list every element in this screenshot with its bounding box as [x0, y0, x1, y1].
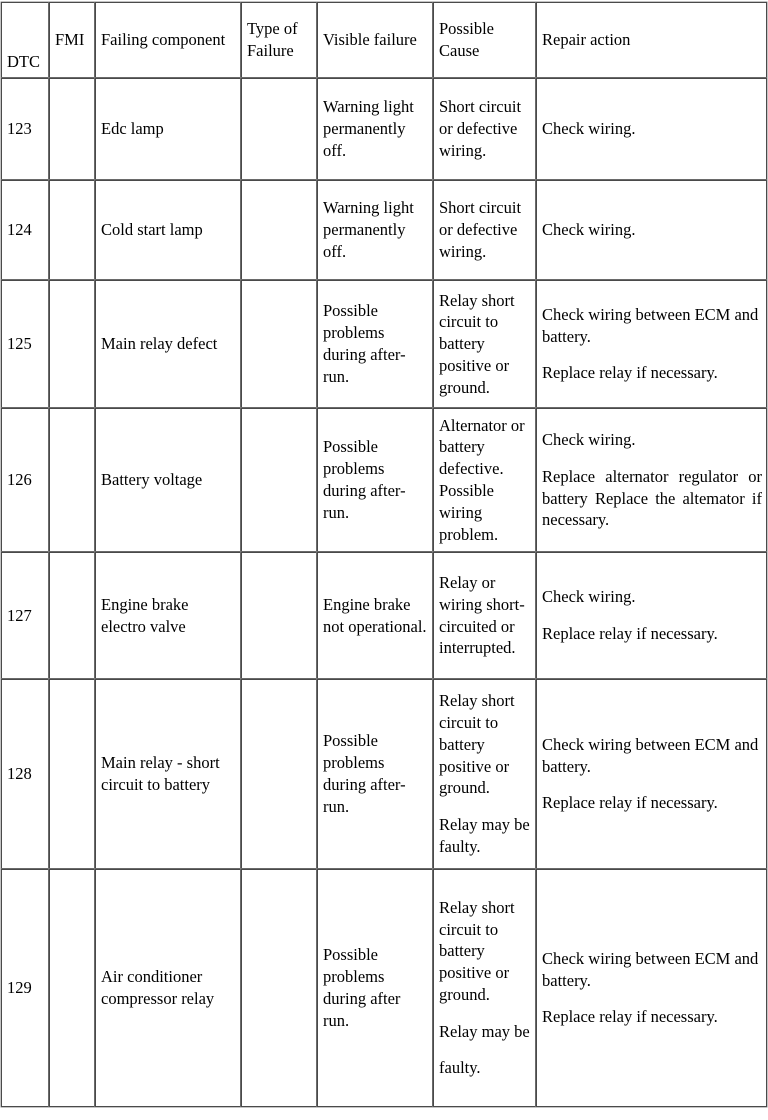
column-header-repair-action: Repair action — [536, 2, 767, 78]
column-header-component: Failing component — [95, 2, 241, 78]
cell-dtc: 128 — [1, 679, 49, 869]
cell-visible-failure: Warning light permanently off. — [317, 180, 433, 280]
cell-type-of-failure — [241, 280, 317, 408]
cell-visible-failure: Possible problems during after run. — [317, 869, 433, 1107]
table-row — [1, 552, 767, 679]
cell-repair-action — [536, 552, 767, 679]
cell-type-of-failure — [241, 180, 317, 280]
repair-action-line: Check wiring. — [542, 587, 636, 607]
cell-fmi — [49, 78, 95, 180]
cell-type-of-failure — [241, 78, 317, 180]
table-body — [1, 78, 767, 1107]
header-row — [1, 2, 767, 78]
cell-dtc: 129 — [1, 869, 49, 1107]
cell-possible-cause: Relay short circuit to battery positive or ground. — [433, 280, 536, 408]
repair-action-line: Replace relay if necessary. — [542, 624, 718, 643]
cell-dtc: 124 — [1, 180, 49, 280]
cell-possible-cause: Relay or wiring short-circuited or interrupted. — [433, 552, 536, 679]
table-row — [1, 78, 767, 180]
repair-action-line: Check wiring. — [542, 220, 636, 240]
column-header-type-of-failure: Type of Failure — [241, 2, 317, 78]
cell-repair-action — [536, 869, 767, 1107]
cell-type-of-failure — [241, 869, 317, 1107]
column-header-possible-cause: Possible Cause — [433, 2, 536, 78]
cell-repair-action — [536, 679, 767, 869]
table-row — [1, 679, 767, 869]
cell-failing-component: Edc lamp — [95, 78, 241, 180]
possible-cause-line: Relay short circuit to battery positive or ground. — [439, 691, 515, 798]
cell-dtc: 127 — [1, 552, 49, 679]
cell-possible-cause: Short circuit or defective wiring. — [433, 78, 536, 180]
cell-fmi — [49, 280, 95, 408]
cell-repair-action — [536, 408, 767, 552]
cell-failing-component: Main relay - short circuit to battery — [95, 679, 241, 869]
cell-fmi — [49, 552, 95, 679]
cell-visible-failure: Possible problems during after-run. — [317, 679, 433, 869]
cell-visible-failure: Engine brake not operational. — [317, 552, 433, 679]
repair-action-line: Replace relay if necessary. — [542, 1007, 718, 1027]
cell-failing-component: Main relay defect — [95, 280, 241, 408]
repair-action-line: Check wiring between ECM and battery. — [542, 948, 759, 990]
cell-fmi — [49, 180, 95, 280]
possible-cause-line: Relay short circuit to battery positive or ground. — [439, 897, 515, 1004]
cell-visible-failure: Warning light permanently off. — [317, 78, 433, 180]
cell-failing-component: Air conditioner compressor relay — [95, 869, 241, 1107]
cell-type-of-failure — [241, 679, 317, 869]
table-row — [1, 180, 767, 280]
column-header-dtc: DTC — [1, 2, 49, 78]
cell-failing-component: Battery voltage — [95, 408, 241, 552]
possible-cause-line: Relay may be faulty. — [439, 815, 530, 856]
repair-action-line: Replace relay if necessary. — [542, 363, 718, 383]
cell-repair-action — [536, 180, 767, 280]
cell-possible-cause: Alternator or battery defective. Possible wiring problem. — [433, 408, 536, 552]
table-row — [1, 280, 767, 408]
repair-action-line: Check wiring between ECM and battery. — [542, 304, 759, 346]
cell-possible-cause — [433, 869, 536, 1107]
cell-possible-cause: Short circuit or defective wiring. — [433, 180, 536, 280]
cell-fmi — [49, 869, 95, 1107]
cell-dtc: 123 — [1, 78, 49, 180]
repair-action-line: Check wiring. — [542, 429, 636, 449]
repair-action-line: Check wiring between ECM and battery. — [542, 734, 759, 776]
dtc-table — [1, 2, 767, 1107]
repair-action-line: Check wiring. — [542, 119, 636, 139]
repair-action-line: Replace alternator regulator or battery Replace the altemator if necessary. — [542, 466, 762, 530]
cell-type-of-failure — [241, 408, 317, 552]
table-row — [1, 869, 767, 1107]
cell-type-of-failure — [241, 552, 317, 679]
possible-cause-line: faulty. — [439, 1058, 481, 1078]
page-root — [0, 2, 768, 1120]
cell-fmi — [49, 679, 95, 869]
cell-dtc: 126 — [1, 408, 49, 552]
possible-cause-line: Relay may be — [439, 1021, 530, 1041]
cell-possible-cause — [433, 679, 536, 869]
cell-visible-failure: Possible problems during after-run. — [317, 408, 433, 552]
cell-fmi — [49, 408, 95, 552]
cell-repair-action — [536, 78, 767, 180]
cell-repair-action — [536, 280, 767, 408]
column-header-visible-failure: Visible failure — [317, 2, 433, 78]
cell-visible-failure: Possible problems during after-run. — [317, 280, 433, 408]
repair-action-line: Replace relay if necessary. — [542, 793, 718, 813]
cell-failing-component: Cold start lamp — [95, 180, 241, 280]
cell-failing-component: Engine brake electro valve — [95, 552, 241, 679]
table-header — [1, 2, 767, 78]
column-header-fmi: FMI — [49, 2, 95, 78]
table-row — [1, 408, 767, 552]
cell-dtc: 125 — [1, 280, 49, 408]
